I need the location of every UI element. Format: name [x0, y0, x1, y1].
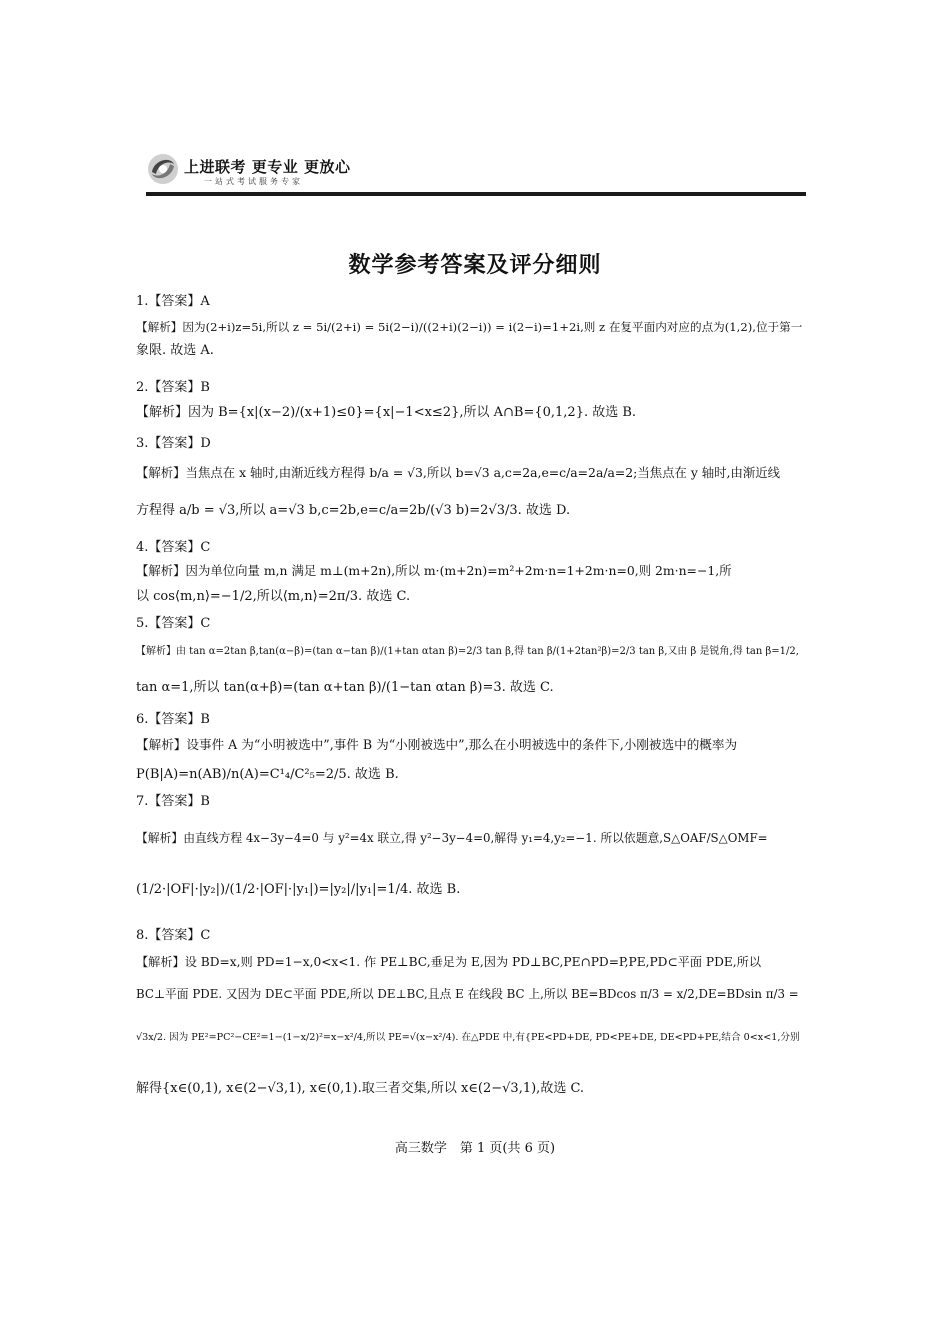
- explanation: [136, 946, 808, 1112]
- explanation-line: 方程得 a/b = √3,所以 a=√3 b,c=2b,e=c/a=2b/(√3 b)=2√3/3. 故选 D.: [136, 503, 571, 518]
- explanation-line: (1/2·|OF|·|y₂|)/(1/2·|OF|·|y₁|)=|y₂|/|y₁|=1/4. 故选 B.: [136, 882, 461, 897]
- answer-line: 3.【答案】D: [136, 436, 211, 451]
- explanation: [136, 312, 808, 360]
- explanation-line: P(B|A)=n(AB)/n(A)=C¹₄/C²₅=2/5. 故选 B.: [136, 767, 399, 782]
- answer-line: 2.【答案】B: [136, 380, 210, 395]
- explanation-line: 【解析】由 tan α=2tan β,tan(α−β)=(tan α−tan β)/(1+tan αtan β)=2/3 tan β,得 tan β/(1+2tan²β)=2/3 tan β,又由 β 是锐角,得 tan β=1/2,: [136, 646, 799, 657]
- explanation: [136, 730, 808, 790]
- answer-line: 6.【答案】B: [136, 712, 210, 727]
- question-2: [136, 378, 808, 434]
- explanation-line: 【解析】因为(2+i)z=5i,所以 z = 5i/(2+i) = 5i(2−i)/((2+i)(2−i)) = i(2−i)=1+2i,则 z 在复平面内对应的点为(1,2),位于第一: [136, 320, 803, 334]
- answer-line: 1.【答案】A: [136, 294, 210, 309]
- question-5: [136, 614, 808, 710]
- question-8: [136, 926, 808, 1136]
- explanation-line: tan α=1,所以 tan(α+β)=(tan α+tan β)/(1−tan αtan β)=3. 故选 C.: [136, 680, 554, 695]
- swirl-logo-icon: [146, 152, 180, 186]
- slogan: 上进联考 更专业 更放心: [184, 158, 351, 176]
- answer-line: 4.【答案】C: [136, 540, 211, 555]
- page-footer: 高三数学 第 1 页(共 6 页): [394, 1141, 556, 1156]
- header-rule: [146, 192, 806, 196]
- explanation-line: 【解析】当焦点在 x 轴时,由渐近线方程得 b/a = √3,所以 b=√3 a,c=2a,e=c/a=2a/a=2;当焦点在 y 轴时,由渐近线: [136, 465, 781, 480]
- answer-line: 8.【答案】C: [136, 928, 211, 943]
- question-6: [136, 710, 808, 792]
- question-3: [136, 434, 808, 538]
- explanation-line: 【解析】设事件 A 为“小明被选中”,事件 B 为“小刚被选中”,那么在小明被选中的条件下,小刚被选中的概率为: [136, 737, 738, 752]
- answer-line: 7.【答案】B: [136, 794, 210, 809]
- question-1: [136, 292, 808, 378]
- answer-line: 5.【答案】C: [136, 616, 211, 631]
- explanation: [136, 398, 808, 428]
- page-title: 数学参考答案及评分细则: [348, 253, 602, 278]
- explanation-line: 【解析】因为 B={x|(x−2)/(x+1)≤0}={x|−1<x≤2},所以 A∩B={0,1,2}. 故选 B.: [136, 405, 637, 420]
- explanation: [136, 812, 808, 916]
- explanation-line: 【解析】由直线方程 4x−3y−4=0 与 y²=4x 联立,得 y²−3y−4=0,解得 y₁=4,y₂=−1. 所以依题意,S△OAF/S△OMF=: [136, 831, 768, 845]
- explanation-line: √3x/2. 因为 PE²=PC²−CE²=1−(1−x/2)²=x−x²/4,所以 PE=√(x−x²/4). 在△PDE 中,有{PE<PD+DE, PD<PE+DE, DE<PD+PE,结合 0<x<1,分别: [136, 1032, 800, 1043]
- explanation-line: 以 cos⟨m,n⟩=−1/2,所以⟨m,n⟩=2π/3. 故选 C.: [136, 589, 411, 604]
- explanation-line: 【解析】因为单位向量 m,n 满足 m⊥(m+2n),所以 m·(m+2n)=m²+2m·n=1+2m·n=0,则 2m·n=−1,所: [136, 563, 732, 578]
- explanation: [136, 558, 808, 610]
- answers-content: [136, 292, 808, 1136]
- question-4: [136, 538, 808, 614]
- explanation-line: 解得{x∈(0,1), x∈(2−√3,1), x∈(0,1).取三者交集,所以 x∈(2−√3,1),故选 C.: [136, 1081, 585, 1096]
- question-7: [136, 792, 808, 926]
- explanation-line: 【解析】设 BD=x,则 PD=1−x,0<x<1. 作 PE⊥BC,垂足为 E,因为 PD⊥BC,PE∩PD=P,PE,PD⊂平面 PDE,所以: [136, 955, 762, 969]
- explanation: [136, 454, 808, 530]
- explanation-line: 象限. 故选 A.: [136, 343, 214, 358]
- explanation: [136, 634, 808, 706]
- sub-slogan: 一站式考试服务专家: [204, 177, 303, 186]
- explanation-line: BC⊥平面 PDE. 又因为 DE⊂平面 PDE,所以 DE⊥BC,且点 E 在线段 BC 上,所以 BE=BDcos π/3 = x/2,DE=BDsin π/3 =: [136, 987, 799, 1001]
- page-header: [146, 150, 806, 198]
